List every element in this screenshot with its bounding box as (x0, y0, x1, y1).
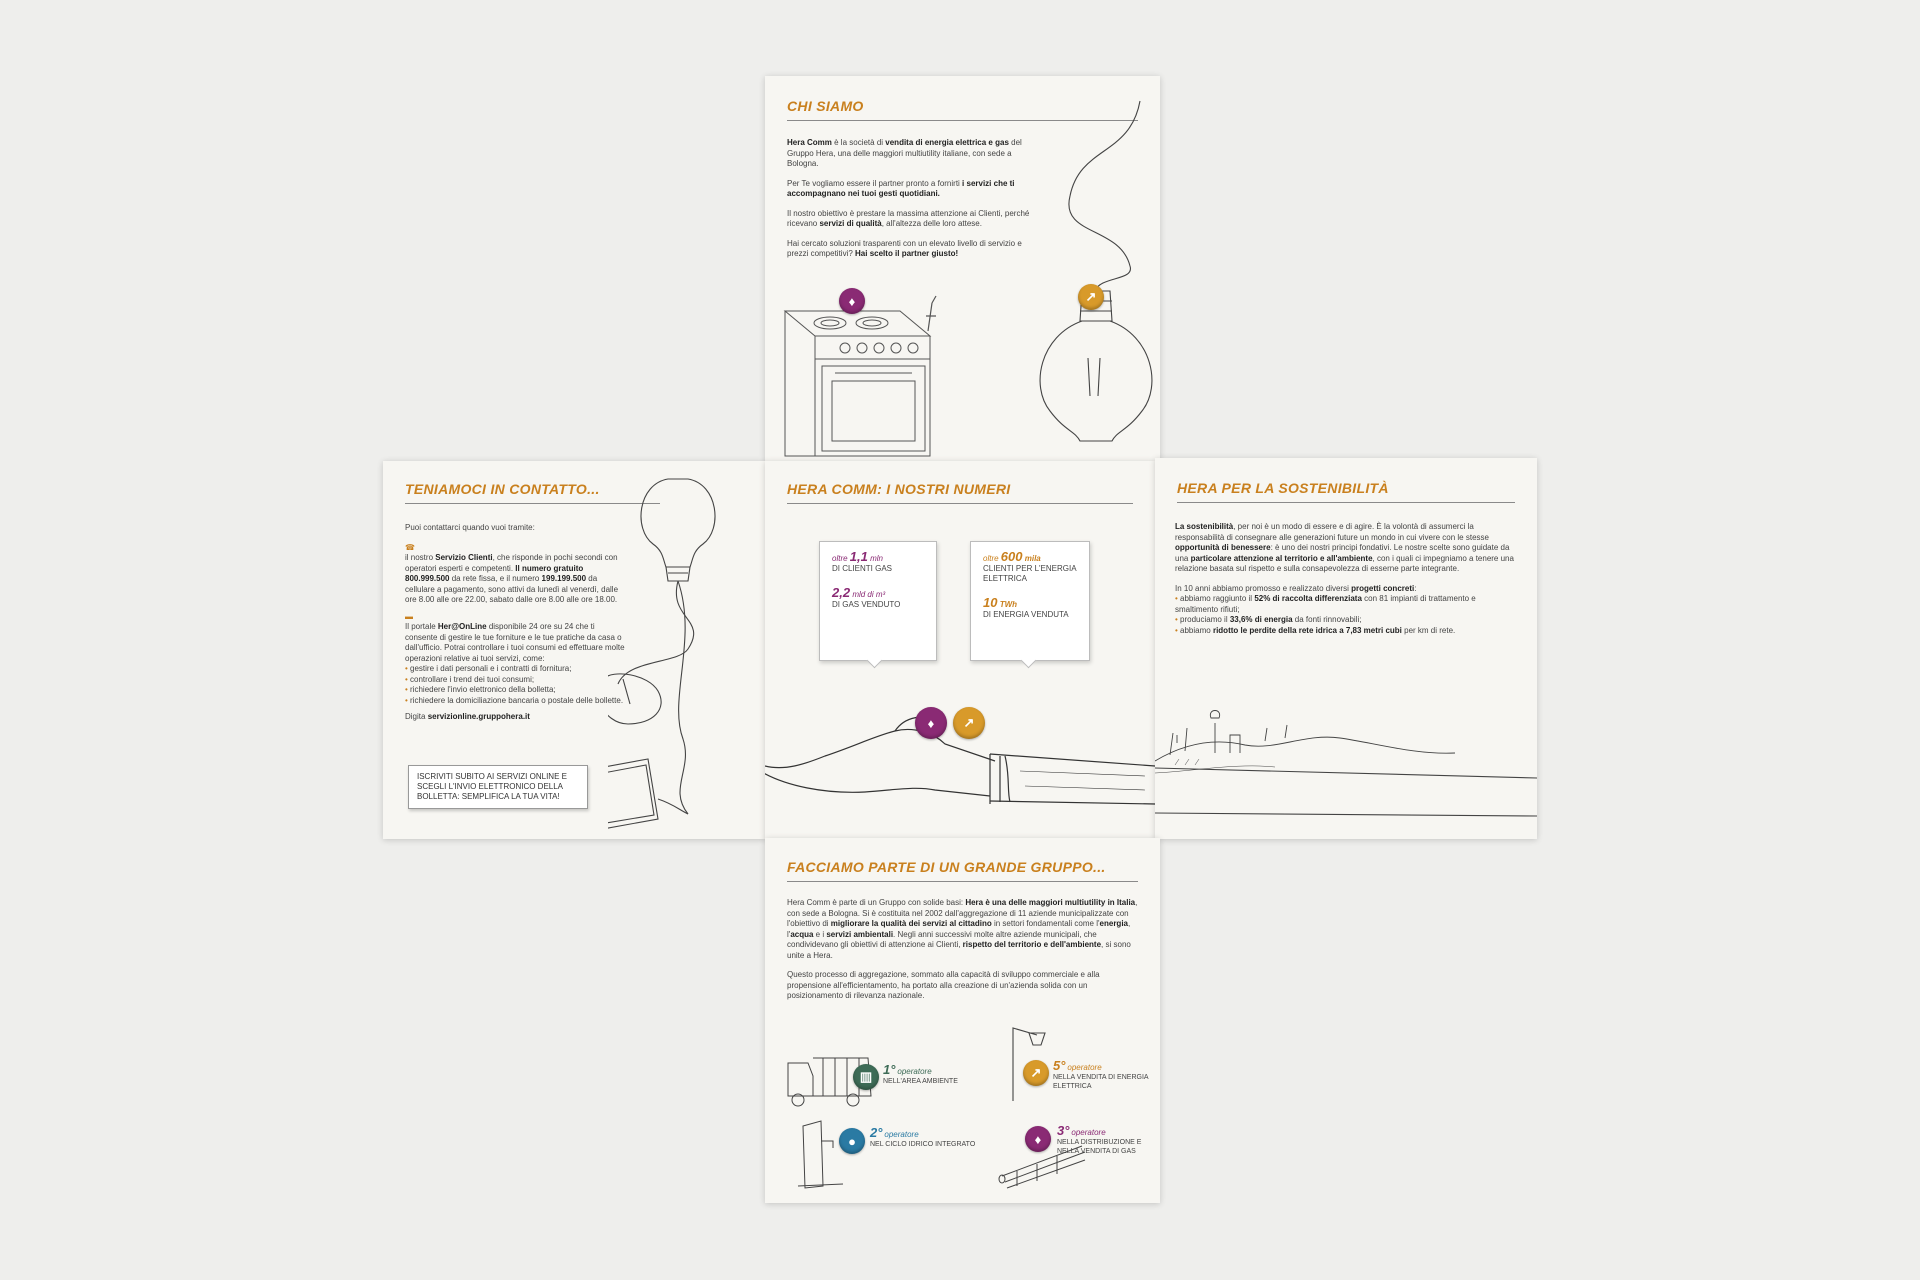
drop-icon: ● (839, 1128, 865, 1154)
flame-icon: ♦ (915, 707, 947, 739)
gruppo-text: Hera Comm è parte di un Gruppo con solide basi: Hera è una delle maggiori multiutility in Italia, con sede a Bologna. Si è costituita nel 2002 dall'aggregazione di 11 aziende municipalizzate con l'obiettivo di migliorare la qualità dei servizi al cittadino in settori fondamentali come l'energia, l'acqua e i servizi ambientali. Negli anni successivi molte altre aziende municipali, che condividevano gli obiettivi di attenzione ai Clienti, rispetto del territorio e dell'ambiente, si sono unite a Hera. Questo processo di aggregazione, sommato alla capacità di sviluppo commerciale e alla propensione all'efficientamento, ha portato alla creazione di un'azienda solida con un posizionamento di rilevanza nazionale. (787, 898, 1138, 1000)
panel-title: TENIAMOCI IN CONTATTO... (405, 481, 600, 497)
operator-rank-2: 2° operatore NEL CICLO IDRICO INTEGRATO (870, 1125, 976, 1148)
list-item: • richiedere la domiciliazione bancaria o postale delle bollette. (405, 696, 625, 707)
panel-sostenibilita (1155, 458, 1537, 839)
gas-sold-stat: 2,2 mld di m³ DI GAS VENDUTO (832, 585, 901, 609)
chi-siamo-text: Hera Comm è la società di vendita di energia elettrica e gas del Gruppo Hera, una delle maggiori multiutility italiane, con sede a Bologna. Per Te vogliamo essere il partner pronto a fornirti i servizi che ti accompagnano nei tuoi gesti quotidiani. Il nostro obiettivo è prestare la massima attenzione ai Clienti, perché ricevano servizi di qualità, all'altezza delle loro attese. Hai cercato soluzioni trasparenti con un elevato livello di servizio e prezzi competitivi? Hai scelto il partner giusto! (787, 138, 1030, 258)
electricity-stats-box (970, 541, 1090, 661)
title-rule (1177, 502, 1515, 503)
trend-arrow-icon: ↗ (1023, 1060, 1049, 1086)
electricity-sold-stat: 10 TWh DI ENERGIA VENDUTA (983, 595, 1069, 619)
bulb-mouse-phone-illustration (608, 469, 758, 839)
subscribe-callout: ISCRIVITI SUBITO AI SERVIZI ONLINE E SCEGLI L'INVIO ELETTRONICO DELLA BOLLETTA: SEMPLIFICA LA TUA VITA! (408, 765, 588, 809)
gas-clients-stat: oltre 1,1 mln DI CLIENTI GAS (832, 549, 893, 573)
panel-grande-gruppo (765, 838, 1160, 1203)
operator-rank-5: 5° operatore NELLA VENDITA DI ENERGIA ELETTRICA (1053, 1058, 1149, 1090)
panel-title: HERA COMM: I NOSTRI NUMERI (787, 481, 1011, 497)
panel-i-nostri-numeri (765, 461, 1155, 839)
phone-icon: ☎ (405, 542, 415, 552)
title-rule (787, 503, 1133, 504)
panel-title: CHI SIAMO (787, 98, 864, 114)
water-fountain-illustration (793, 1116, 853, 1191)
panel-title: FACCIAMO PARTE DI UN GRANDE GRUPPO... (787, 859, 1106, 875)
list-item: • gestire i dati personali e i contratti di fornitura; (405, 664, 625, 675)
trend-arrow-icon: ↗ (953, 707, 985, 739)
panel-teniamoci-in-contatto (383, 461, 765, 839)
list-item: • abbiamo raggiunto il 52% di raccolta differenziata con 81 impianti di trattamento e smaltimento rifiuti; (1175, 594, 1515, 615)
operator-rank-3: 3° operatore NELLA DISTRIBUZIONE E NELLA VENDITA DI GAS (1057, 1123, 1142, 1155)
landscape-illustration (1155, 683, 1537, 839)
portal-url[interactable]: servizionline.gruppohera.it (427, 712, 530, 721)
operator-rank-1: 1° operatore NELL'AREA AMBIENTE (883, 1062, 958, 1085)
electricity-clients-stat: oltre 600 mila CLIENTI PER L'ENERGIA ELETTRICA (983, 549, 1077, 583)
title-rule (787, 881, 1138, 882)
trend-arrow-icon: ↗ (1078, 284, 1104, 310)
list-item: • controllare i trend dei tuoi consumi; (405, 675, 625, 686)
panel-chi-siamo (765, 76, 1160, 462)
sostenibilita-text: La sostenibilità, per noi è un modo di essere e di agire. È la volontà di assumerci la responsabilità di consegnare alle generazioni future un mondo in cui vivere con le stesse opportunità di benessere: è uno dei nostri principi fondativi. Le nostre scelte sono guidate da una particolare attenzione al territorio e all'ambiente, con i quali ci impegniamo a tenere una relazione basata sul rispetto e sulla consapevolezza di esserne parte integrante. In 10 anni abbiamo promosso e realizzato diversi progetti concreti: • abbiamo raggiunto il 52% di raccolta differenziata con 81 impianti di trattamento e smaltimento rifiuti; • produciamo il 33,6% di energia da fonti rinnovabili; • abbiamo ridotto le perdite della rete idrica a 7,83 metri cubi per km di rete. (1175, 522, 1515, 642)
contatti-text: Puoi contattarci quando vuoi tramite: ☎ il nostro Servizio Clienti, che risponde in pochi secondi con operatori esperti e competenti. Il numero gratuito 800.999.500 da rete fissa, e il numero 199.199.500 da cellulare a pagamento, sono attivi da lunedì al venerdì, dalle ore 8.00 alle ore 22.00, sabato dalle ore 8.00 alle ore 18.00. ▬ Il portale Her@OnLine disponibile 24 ore su 24 che ti consente di gestire le tue forniture e le tue pratiche da casa o dall'ufficio. Potrai controllare i tuoi consumi ed effettuare molte operazioni relative ai tuoi servizi, come: • gestire i dati personali e i contratti di fornitura; • controllare i trend dei tuoi consumi; • richiedere l'invio elettronico della bolletta; • richiedere la domiciliazione bancaria o postale delle bollette. Digita servizionline.gruppohera.it (405, 523, 625, 732)
flame-icon: ♦ (1025, 1126, 1051, 1152)
list-item: • produciamo il 33,6% di energia da fonti rinnovabili; (1175, 615, 1515, 626)
lightbulb-illustration (1020, 96, 1155, 451)
bin-icon: ▥ (853, 1064, 879, 1090)
flame-icon: ♦ (839, 288, 865, 314)
list-item: • richiedere l'invio elettronico della bolletta; (405, 685, 625, 696)
gas-stats-box (819, 541, 937, 661)
panel-title: HERA PER LA SOSTENIBILITÀ (1177, 480, 1389, 496)
stove-illustration (780, 291, 950, 461)
computer-icon: ▬ (405, 611, 413, 621)
list-item: • abbiamo ridotto le perdite della rete idrica a 7,83 metri cubi per km di rete. (1175, 626, 1515, 637)
